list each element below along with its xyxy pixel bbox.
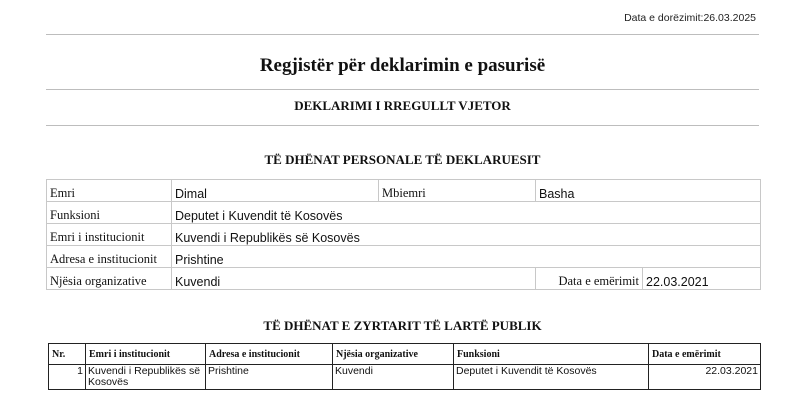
column-header-nr: Nr. xyxy=(49,344,86,365)
cell-institution: Kuvendi i Republikës së Kosovës xyxy=(86,365,206,390)
column-header-address: Adresa e institucionit xyxy=(206,344,333,365)
table-header-row xyxy=(49,344,761,365)
personal-data-table xyxy=(46,179,761,290)
first-name-label: Emri xyxy=(47,180,172,202)
table-row xyxy=(49,365,761,390)
official-data-heading: TË DHËNAT E ZYRTARIT TË LARTË PUBLIK xyxy=(263,318,542,333)
cell-nr: 1 xyxy=(49,365,86,390)
column-header-institution: Emri i institucionit xyxy=(86,344,206,365)
appointment-date-label: Data e emërimit xyxy=(536,268,643,290)
institution-value: Kuvendi i Republikës së Kosovës xyxy=(172,224,761,246)
cell-function: Deputet i Kuvendit të Kosovës xyxy=(454,365,649,390)
table-row xyxy=(47,268,761,290)
official-data-table xyxy=(48,343,761,390)
declaration-type: DEKLARIMI I RREGULLT VJETOR xyxy=(294,98,511,113)
column-header-function: Funksioni xyxy=(454,344,649,365)
submission-date: Data e dorëzimit:26.03.2025 xyxy=(624,12,756,24)
address-value: Prishtine xyxy=(172,246,761,268)
cell-address: Prishtine xyxy=(206,365,333,390)
divider xyxy=(46,125,759,126)
cell-unit: Kuvendi xyxy=(333,365,454,390)
table-row xyxy=(47,224,761,246)
table-row xyxy=(47,202,761,224)
unit-label: Njësia organizative xyxy=(47,268,172,290)
institution-label: Emri i institucionit xyxy=(47,224,172,246)
column-header-appointment-date: Data e emërimit xyxy=(649,344,761,365)
address-label: Adresa e institucionit xyxy=(47,246,172,268)
table-row xyxy=(47,246,761,268)
function-label: Funksioni xyxy=(47,202,172,224)
cell-appointment-date: 22.03.2021 xyxy=(649,365,761,390)
unit-value: Kuvendi xyxy=(172,268,536,290)
page-title: Regjistër për deklarimin e pasurisë xyxy=(259,55,546,76)
table-row xyxy=(47,180,761,202)
personal-data-heading: TË DHËNAT PERSONALE TË DEKLARUESIT xyxy=(264,152,541,167)
divider xyxy=(46,34,759,35)
last-name-label: Mbiemri xyxy=(379,180,536,202)
divider xyxy=(46,89,759,90)
last-name-value: Basha xyxy=(536,180,761,202)
first-name-value: Dimal xyxy=(172,180,379,202)
appointment-date-value: 22.03.2021 xyxy=(643,268,761,290)
column-header-unit: Njësia organizative xyxy=(333,344,454,365)
function-value: Deputet i Kuvendit të Kosovës xyxy=(172,202,761,224)
